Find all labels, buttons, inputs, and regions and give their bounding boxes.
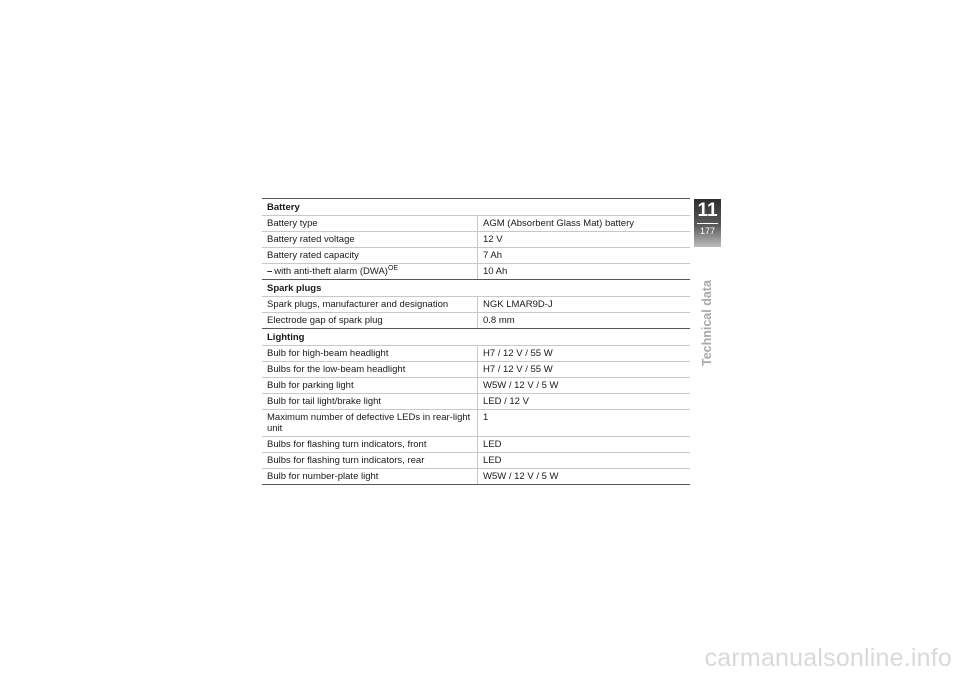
row-value: LED bbox=[478, 437, 691, 453]
row-value: H7 / 12 V / 55 W bbox=[478, 362, 691, 378]
table-row bbox=[262, 378, 690, 394]
section-title: Lighting bbox=[262, 329, 690, 346]
row-label: Maximum number of defective LEDs in rear-light unit bbox=[262, 410, 478, 437]
dash-marker: – bbox=[267, 266, 273, 277]
chapter-number: 11 bbox=[697, 200, 718, 221]
table-row bbox=[262, 453, 690, 469]
row-value: NGK LMAR9D-J bbox=[478, 297, 691, 313]
row-label: Spark plugs, manufacturer and designation bbox=[262, 297, 478, 313]
table-row bbox=[262, 437, 690, 453]
table-row bbox=[262, 297, 690, 313]
row-label-container bbox=[262, 264, 478, 280]
table-row bbox=[262, 410, 690, 437]
row-label: Battery rated voltage bbox=[262, 232, 478, 248]
page-number: 177 bbox=[699, 226, 716, 236]
table-row bbox=[262, 232, 690, 248]
section-title: Battery bbox=[262, 199, 690, 216]
row-label: with anti-theft alarm (DWA) bbox=[274, 266, 388, 277]
row-value: W5W / 12 V / 5 W bbox=[478, 469, 691, 485]
row-label: Battery rated capacity bbox=[262, 248, 478, 264]
row-value: 1 bbox=[478, 410, 691, 437]
table-row bbox=[262, 216, 690, 232]
row-label: Bulb for number-plate light bbox=[262, 469, 478, 485]
table-row bbox=[262, 248, 690, 264]
row-label: Bulbs for flashing turn indicators, front bbox=[262, 437, 478, 453]
row-value: H7 / 12 V / 55 W bbox=[478, 346, 691, 362]
table-row bbox=[262, 394, 690, 410]
oe-superscript: OE bbox=[387, 264, 399, 272]
chapter-tab bbox=[694, 199, 721, 247]
row-value: 7 Ah bbox=[478, 248, 691, 264]
spec-table bbox=[262, 198, 690, 485]
watermark: carmanualsonline.info bbox=[704, 644, 952, 672]
row-label: Electrode gap of spark plug bbox=[262, 313, 478, 329]
section-title: Spark plugs bbox=[262, 280, 690, 297]
row-label: Battery type bbox=[262, 216, 478, 232]
row-label: Bulb for parking light bbox=[262, 378, 478, 394]
section-header-battery bbox=[262, 199, 690, 216]
table-row bbox=[262, 264, 690, 280]
table-row bbox=[262, 362, 690, 378]
row-value: 12 V bbox=[478, 232, 691, 248]
row-value: W5W / 12 V / 5 W bbox=[478, 378, 691, 394]
table-row bbox=[262, 313, 690, 329]
row-label: Bulb for tail light/brake light bbox=[262, 394, 478, 410]
row-label: Bulbs for flashing turn indicators, rear bbox=[262, 453, 478, 469]
section-header-lighting bbox=[262, 329, 690, 346]
row-value: LED / 12 V bbox=[478, 394, 691, 410]
table-row bbox=[262, 469, 690, 485]
row-value: 10 Ah bbox=[478, 264, 691, 280]
row-label: Bulb for high-beam headlight bbox=[262, 346, 478, 362]
row-value: AGM (Absorbent Glass Mat) battery bbox=[478, 216, 691, 232]
chapter-divider bbox=[697, 223, 718, 224]
row-value: LED bbox=[478, 453, 691, 469]
row-label: Bulbs for the low-beam headlight bbox=[262, 362, 478, 378]
table-row bbox=[262, 346, 690, 362]
chapter-title: Technical data bbox=[700, 280, 714, 366]
row-value: 0.8 mm bbox=[478, 313, 691, 329]
section-header-spark-plugs bbox=[262, 280, 690, 297]
